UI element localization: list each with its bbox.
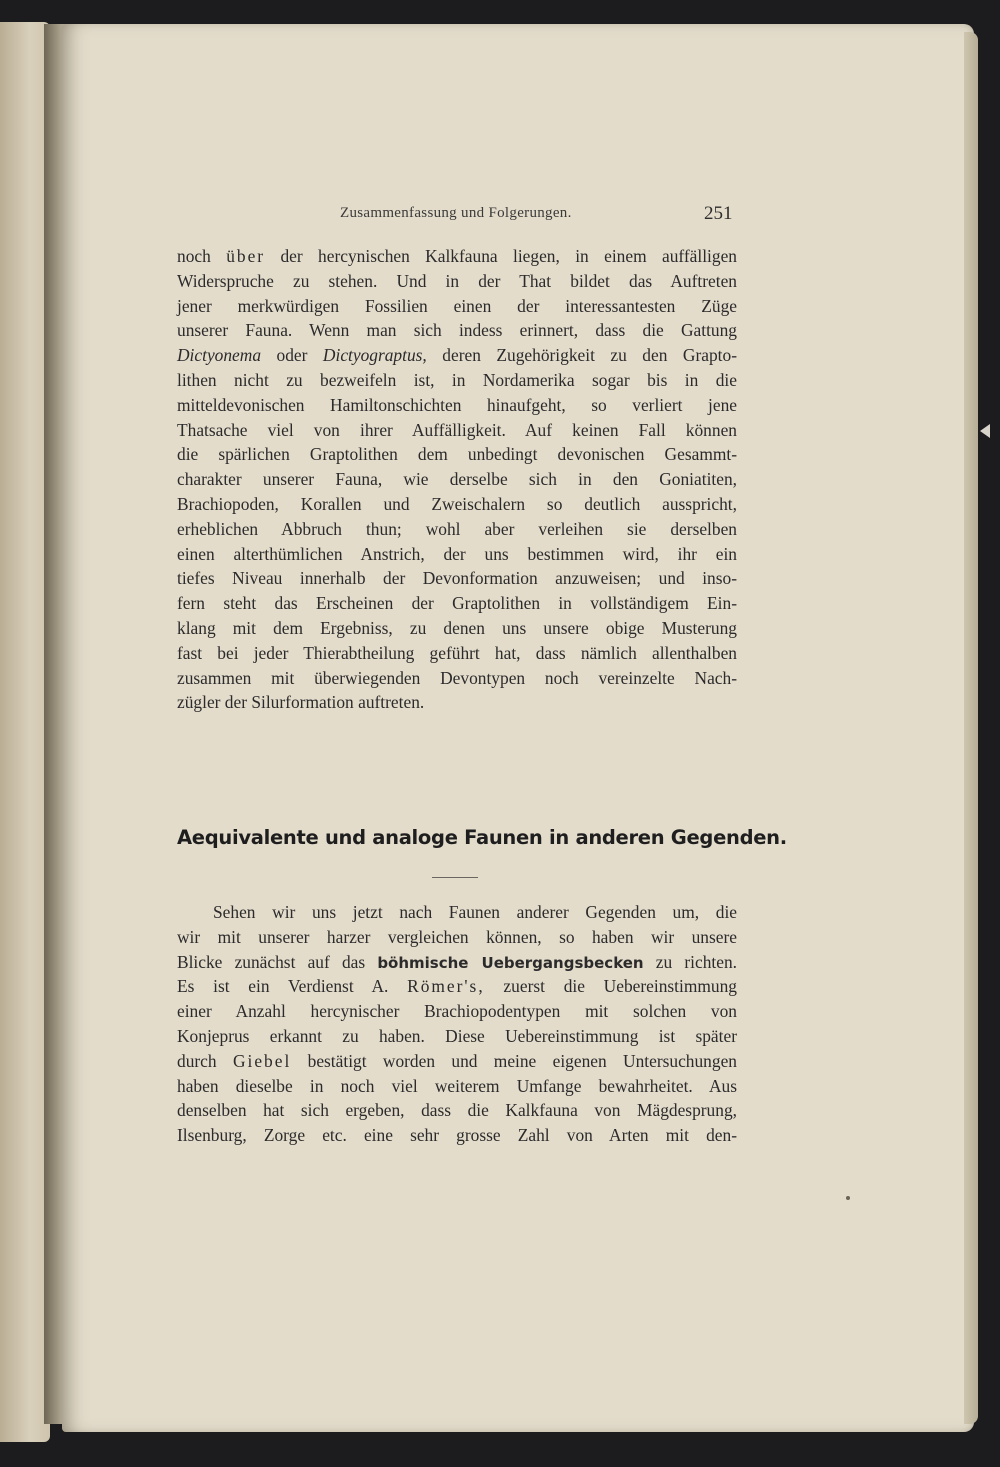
text-line (177, 343, 737, 368)
page-number: 251 (704, 203, 733, 224)
text-line (177, 900, 737, 925)
text-run: oder (261, 345, 323, 366)
section-divider (432, 877, 478, 878)
text-run: durch (177, 1050, 233, 1071)
text-run: zügler der Silurformation auftreten. (177, 692, 425, 713)
emphasized-text: Römer's, (407, 976, 485, 997)
text-line (177, 517, 737, 542)
text-line (177, 616, 737, 641)
section-heading: Aequivalente und analoge Faunen in anderen Gegenden. (177, 826, 787, 849)
text-line (177, 1123, 737, 1148)
text-line (177, 690, 737, 715)
text-run: zusammen mit überwiegenden Devontypen noch vereinzelte Nach- (177, 667, 737, 688)
text-run: erheblichen Abbruch thun; wohl aber verleihen sie derselben (177, 518, 737, 539)
text-line (177, 641, 737, 666)
text-run: lithen nicht zu bezweifeln ist, in Nordamerika sogar bis in die (177, 369, 737, 390)
text-run: jener merkwürdigen Fossilien einen der interessantesten Züge (177, 295, 737, 316)
page-stack-edge (964, 32, 978, 1424)
text-line (177, 393, 737, 418)
text-line (177, 542, 737, 567)
text-run: Ilsenburg, Zorge etc. eine sehr grosse Zahl von Arten mit den- (177, 1125, 737, 1146)
facing-page-edge (0, 22, 50, 1442)
text-run: die spärlichen Graptolithen dem unbedingt devonischen Gesammt- (177, 444, 737, 465)
text-line (177, 974, 737, 999)
text-line (177, 666, 737, 691)
text-run: fern steht das Erscheinen der Graptolithen in vollständigem Ein- (177, 593, 737, 614)
text-line (177, 1049, 737, 1074)
text-line (177, 442, 737, 467)
text-line (177, 950, 737, 975)
emphasized-text: Dictyonema (177, 345, 262, 366)
paper-speck (846, 1196, 850, 1200)
text-run: Konjeprus erkannt zu haben. Diese Uebereinstimmung ist später (177, 1025, 737, 1046)
text-line (177, 999, 737, 1024)
text-run: tiefes Niveau innerhalb der Devonformation anzuweisen; und inso- (177, 568, 737, 589)
text-run: bestätigt worden und meine eigenen Untersuchungen (291, 1050, 737, 1071)
text-run: mitteldevonischen Hamiltonschichten hinaufgeht, so verliert jene (177, 394, 737, 415)
text-line (177, 492, 737, 517)
text-run: fast bei jeder Thierabtheilung geführt hat, dass nämlich allenthalben (177, 642, 737, 663)
text-run: denselben hat sich ergeben, dass die Kalkfauna von Mägdesprung, (177, 1100, 737, 1121)
emphasized-text: über (226, 246, 266, 266)
text-line (177, 294, 737, 319)
emphasized-text: Dictyograptus, (322, 345, 427, 366)
text-run: deren Zugehörigkeit zu den Grapto- (426, 345, 737, 366)
text-line (177, 1098, 737, 1123)
text-run: charakter unserer Fauna, wie derselbe sich in den Goniatiten, (177, 469, 737, 490)
text-line (177, 318, 737, 343)
text-run: unserer Fauna. Wenn man sich indess erinnert, dass die Gattung (177, 320, 737, 341)
text-line (177, 1074, 737, 1099)
text-run: noch (177, 246, 227, 266)
text-run: der hercynischen Kalkfauna liegen, in einem auffälligen (265, 246, 737, 266)
text-run: Es ist ein Verdienst A. (177, 976, 408, 997)
book-page (62, 24, 974, 1432)
text-line (177, 566, 737, 591)
text-line (177, 269, 737, 294)
emphasized-text: Giebel (232, 1050, 292, 1071)
page-tab-marker (980, 424, 990, 438)
text-line (177, 591, 737, 616)
running-title: Zusammenfassung und Folgerungen. (340, 205, 572, 221)
text-run: klang mit dem Ergebniss, zu denen uns unsere obige Musterung (177, 617, 737, 638)
text-run: haben dieselbe in noch viel weiterem Umfange bewahrheitet. Aus (177, 1075, 737, 1096)
text-run: wir mit unserer harzer vergleichen können, so haben wir unsere (177, 926, 737, 947)
paragraph-section-intro (177, 900, 737, 1148)
text-line (177, 467, 737, 492)
text-line (177, 1024, 737, 1049)
emphasized-text: böhmische Uebergangsbecken (377, 953, 644, 972)
text-run: Blicke zunächst auf das (177, 951, 378, 972)
text-line (177, 925, 737, 950)
text-line (177, 244, 737, 269)
text-line (177, 368, 737, 393)
text-run: Brachiopoden, Korallen und Zweischalern so deutlich ausspricht, (177, 493, 737, 514)
text-run: Sehen wir uns jetzt nach Faunen anderer Gegenden um, die (213, 902, 737, 922)
paragraph-continued (177, 244, 737, 715)
text-line (177, 418, 737, 443)
text-run: einer Anzahl hercynischer Brachiopodentypen mit solchen von (177, 1001, 737, 1022)
text-run: zuerst die Uebereinstimmung (484, 976, 737, 997)
text-run: Thatsache viel von ihrer Auffälligkeit. Auf keinen Fall können (177, 419, 737, 440)
text-run: Widerspruche zu stehen. Und in der That bildet das Auftreten (177, 270, 737, 291)
text-run: zu richten. (643, 951, 738, 972)
text-run: einen alterthümlichen Anstrich, der uns bestimmen wird, ihr ein (177, 543, 737, 564)
